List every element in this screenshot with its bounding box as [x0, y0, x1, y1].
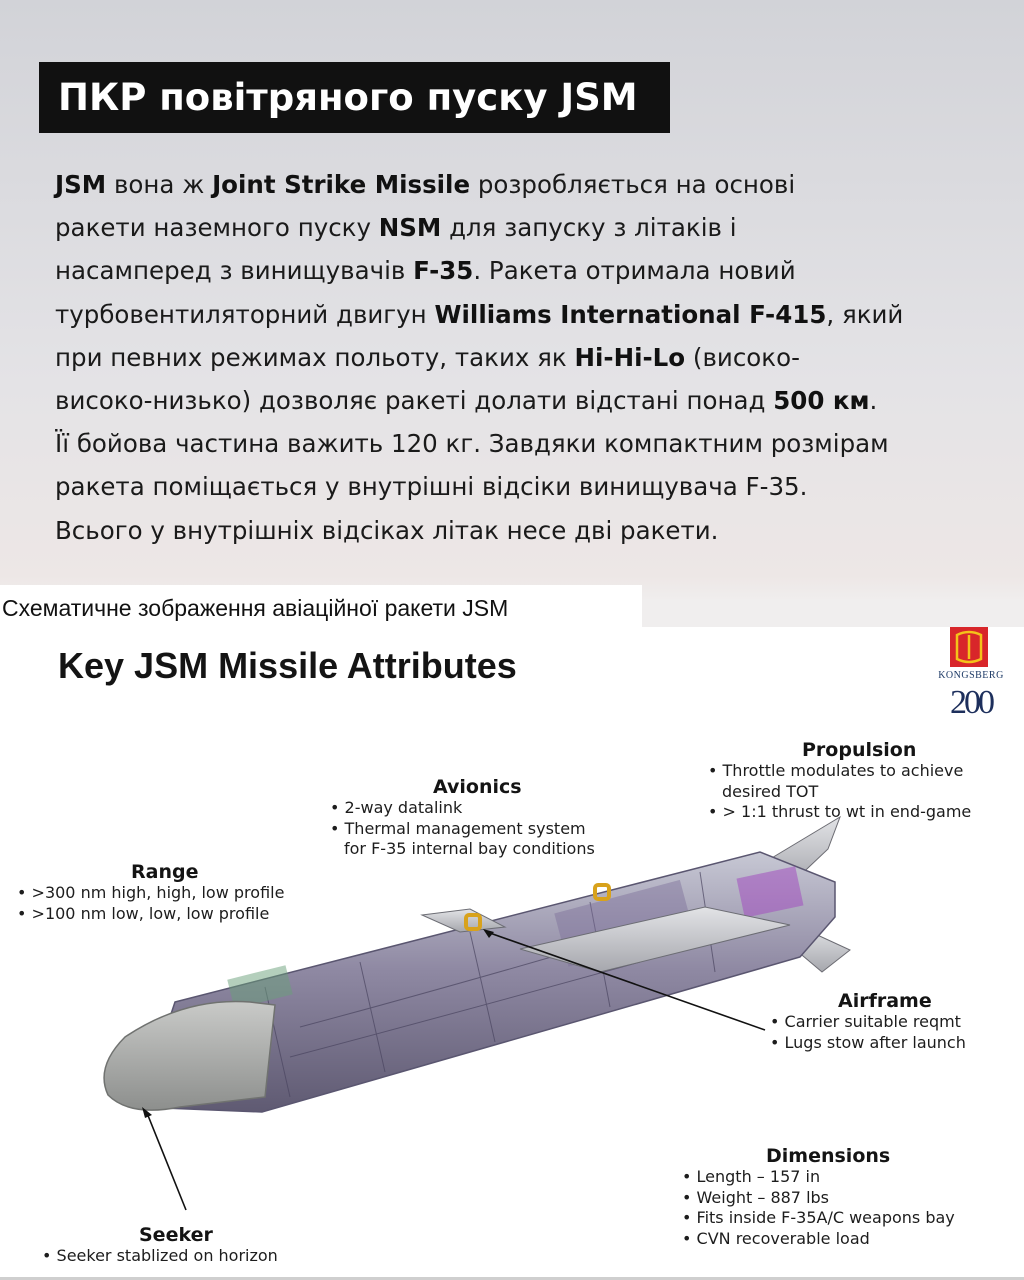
- article-body: [55, 163, 985, 552]
- dimensions-item: • Fits inside F-35A/C weapons bay: [682, 1208, 955, 1229]
- article-text: (високо-: [685, 342, 800, 372]
- seeker-pointer: [147, 1113, 186, 1210]
- dimensions-item: • Length – 157 in: [682, 1167, 955, 1188]
- avionics-heading: Avionics: [433, 776, 522, 798]
- article-emphasis: Hi-Hi-Lo: [574, 342, 686, 372]
- article-line: [55, 163, 985, 206]
- range-item: • >100 nm low, low, low profile: [17, 904, 284, 925]
- article-line: [55, 293, 985, 336]
- article-emphasis: JSM: [55, 170, 107, 199]
- wing-strake: [422, 909, 505, 932]
- seeker-heading: Seeker: [139, 1224, 213, 1246]
- propulsion-block: [708, 739, 971, 823]
- article-emphasis: F-35: [413, 256, 474, 286]
- article-emphasis: 500 км: [773, 386, 870, 416]
- dimensions-heading: Dimensions: [766, 1145, 891, 1167]
- article-text: для запуску з літаків і: [441, 213, 737, 243]
- airframe-item: • Carrier suitable reqmt: [770, 1012, 966, 1033]
- slide-title: Key JSM Missile Attributes: [58, 645, 517, 686]
- figure-caption: Схематичне зображення авіаційної ракети JSM: [0, 585, 642, 627]
- propulsion-item: • > 1:1 thrust to wt in end-game: [708, 802, 971, 823]
- propulsion-heading: Propulsion: [802, 739, 917, 761]
- article-text: високо-низько) дозволяє ракеті долати відстані понад: [55, 386, 774, 416]
- seeker-item: • Seeker stablized on horizon: [42, 1246, 278, 1267]
- article-emphasis: Joint Strike Missile: [212, 170, 471, 199]
- article-line: [55, 336, 985, 379]
- dimensions-item: • Weight – 887 lbs: [682, 1188, 955, 1209]
- avionics-item: • 2-way datalink: [330, 798, 595, 819]
- article-line: [55, 509, 985, 552]
- article-text: ракети наземного пуску: [55, 213, 379, 243]
- article-line: [55, 249, 985, 292]
- article-emphasis: NSM: [378, 213, 442, 243]
- logo-brand: KONGSBERG: [938, 670, 1004, 681]
- avionics-block: [330, 776, 595, 860]
- article-line: [55, 379, 985, 422]
- article-text: .: [869, 386, 878, 416]
- range-heading: Range: [131, 861, 199, 883]
- seeker-block: [42, 1224, 278, 1267]
- article-line: [55, 422, 985, 465]
- logo-number: 200: [950, 684, 992, 721]
- article-line: [55, 206, 985, 249]
- range-item: • >300 nm high, high, low profile: [17, 883, 284, 904]
- missile-slide: [0, 627, 1024, 1280]
- propulsion-item: desired TOT: [722, 781, 819, 801]
- article-emphasis: Williams International F-415: [434, 299, 827, 329]
- article-text: Всього у внутрішніх відсіках літак несе дві ракети.: [55, 515, 719, 545]
- article-text: насамперед з винищувачів: [55, 256, 414, 286]
- airframe-heading: Airframe: [838, 990, 932, 1012]
- missile-nose: [104, 1001, 275, 1110]
- airframe-block: [770, 990, 966, 1053]
- avionics-item: • Thermal management system: [330, 819, 595, 840]
- article-text: турбовентиляторний двигун: [55, 299, 435, 329]
- range-block: [17, 861, 284, 924]
- article-text: при певних режимах польоту, таких як: [55, 342, 575, 372]
- dimensions-item: • CVN recoverable load: [682, 1229, 955, 1250]
- avionics-item: for F-35 internal bay conditions: [344, 839, 595, 858]
- article-text: , який: [826, 299, 904, 329]
- article-text: розробляється на основі: [470, 170, 796, 199]
- article-text: ракета поміщається у внутрішні відсіки винищувача F-35.: [55, 472, 808, 502]
- propulsion-item: • Throttle modulates to achieve: [708, 761, 971, 782]
- article-line: [55, 465, 985, 508]
- page-title: ПКР повітряного пуску JSM: [39, 62, 670, 133]
- article-text: Її бойова частина важить 120 кг. Завдяки компактним розмірам: [55, 429, 889, 459]
- article-text: . Ракета отримала новий: [473, 256, 796, 286]
- dimensions-block: [682, 1145, 955, 1249]
- airframe-item: • Lugs stow after launch: [770, 1033, 966, 1054]
- article-text: вона ж: [106, 170, 213, 199]
